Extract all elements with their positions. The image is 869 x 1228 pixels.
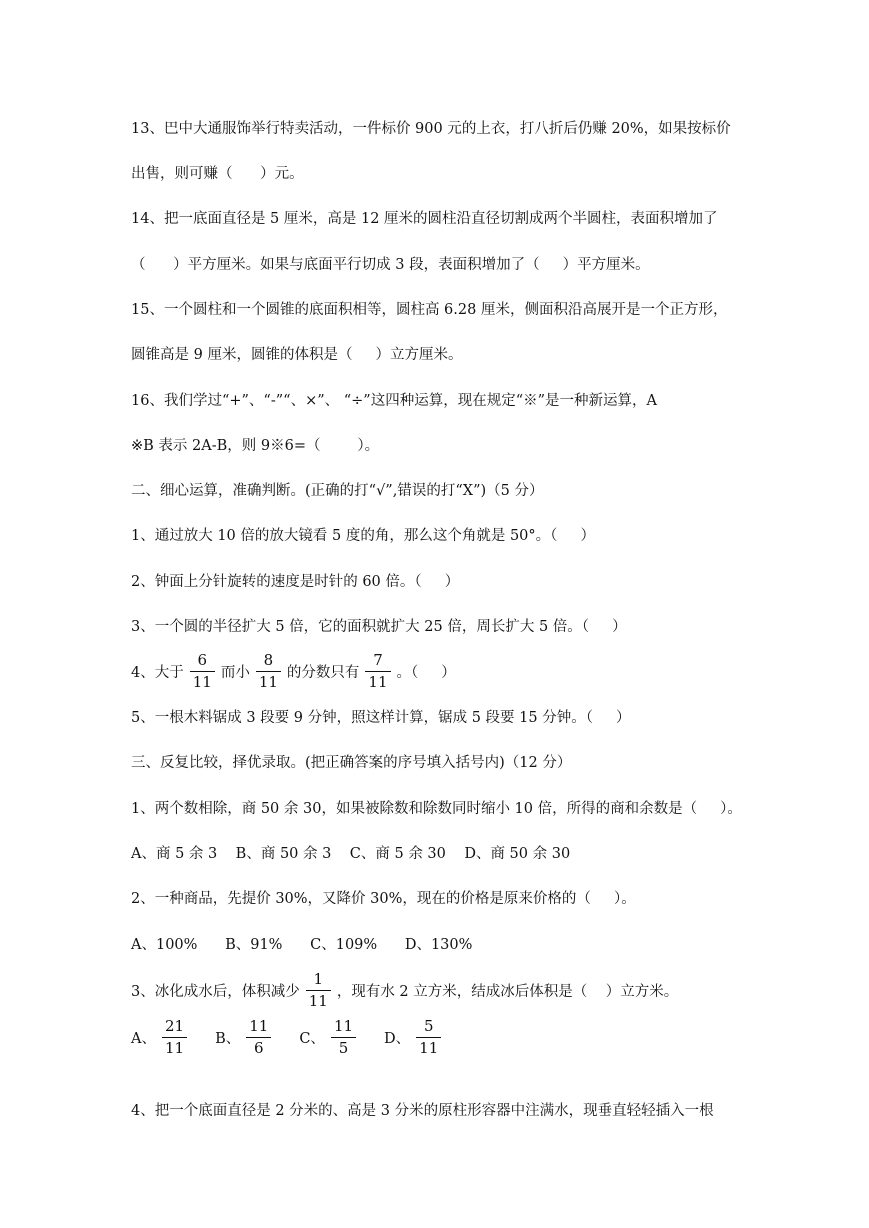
judge-q4-text1: 4、大于 [131, 665, 184, 681]
q15-line2: 圆锥高是 9 厘米，圆锥的体积是（ ）立方厘米。 [131, 347, 463, 363]
judge-q3: 3、一个圆的半径扩大 5 倍，它的面积就扩大 25 倍，周长扩大 5 倍。（ ） [131, 619, 627, 635]
fraction-1-11 [306, 970, 331, 1011]
option-label: B、 [215, 1031, 241, 1047]
fraction-numerator: 8 [263, 651, 274, 669]
judge-q5: 5、一根木料锯成 3 段要 9 分钟，照这样计算，锯成 5 段要 15 分钟。（ ） [131, 710, 631, 726]
choice-q3-text2: ，现有水 2 立方米，结成冰后体积是（ ）立方米。 [336, 984, 679, 1000]
judge-q2: 2、钟面上分针旋转的速度是时针的 60 倍。（ ） [131, 574, 460, 590]
judge-q4-text3: 的分数只有 [286, 665, 360, 681]
option-fraction [416, 1017, 441, 1058]
choice-q1-options: A、商 5 余 3 B、商 50 余 3 C、商 5 余 30 D、商 50 余 30 [131, 846, 571, 862]
judge-q4-text2: 而小 [220, 665, 250, 681]
option-label: C、 [299, 1031, 325, 1047]
fraction-denominator: 11 [419, 1039, 439, 1057]
judge-q1: 1、通过放大 10 倍的放大镜看 5 度的角，那么这个角就是 50°。（ ） [131, 528, 595, 544]
fraction-numerator: 21 [164, 1017, 185, 1035]
fraction-denominator: 11 [164, 1039, 185, 1057]
option-fraction [246, 1017, 271, 1058]
fraction-numerator: 6 [197, 651, 208, 669]
q13-line1: 13、巴中大通服饰举行特卖活动，一件标价 900 元的上衣，打八折后仍赚 20%，如果按标价 [131, 121, 731, 137]
judge-q4 [131, 651, 456, 692]
fraction-denominator: 11 [308, 992, 328, 1010]
fraction-denominator: 11 [192, 673, 212, 691]
choice-q1: 1、两个数相除，商 50 余 30，如果被除数和除数同时缩小 10 倍，所得的商和余数是（ ）。 [131, 801, 742, 817]
choice-q3-options [131, 1017, 469, 1058]
fraction-numerator: 11 [333, 1017, 354, 1035]
fraction-8-11 [256, 651, 281, 692]
q15-line1: 15、一个圆柱和一个圆锥的底面积相等，圆柱高 6.28 厘米，侧面积沿高展开是一个正方形， [131, 302, 728, 318]
choice-q2: 2、一种商品，先提价 30%，又降价 30%，现在的价格是原来价格的（ ）。 [131, 891, 636, 907]
fraction-denominator: 11 [258, 673, 278, 691]
fraction-denominator: 6 [254, 1039, 264, 1057]
choice-q4-line1: 4、把一个底面直径是 2 分米的、高是 3 分米的原柱形容器中注满水，现垂直轻轻插入一根 [131, 1103, 714, 1119]
judge-q4-text4: 。（ ） [396, 665, 456, 681]
fraction-numerator: 11 [249, 1017, 269, 1035]
fraction-numerator: 7 [373, 651, 383, 669]
q16-line2: ※B 表示 2A-B，则 9※6=（ ）。 [131, 438, 380, 454]
q14-line1: 14、把一底面直径是 5 厘米，高是 12 厘米的圆柱沿直径切割成两个半圆柱，表面积增加了 [131, 211, 718, 227]
fraction-denominator: 5 [338, 1039, 349, 1057]
section2-heading: 二、细心运算，准确判断。(正确的打“√”,错误的打“X”)（5 分） [131, 483, 544, 499]
option-c [299, 1017, 362, 1058]
option-label: D、 [384, 1031, 411, 1047]
option-b [215, 1017, 277, 1058]
choice-q2-options: A、100% B、91% C、109% D、130% [131, 937, 473, 953]
option-label: A、 [131, 1031, 156, 1047]
option-a [131, 1017, 193, 1058]
q16-line1: 16、我们学过“+”、“-”“、×”、 “÷”这四种运算，现在规定“※”是一种新运算，A [131, 393, 658, 409]
fraction-denominator: 11 [368, 673, 388, 691]
choice-q3-text1: 3、冰化成水后，体积减少 [131, 984, 300, 1000]
section3-heading: 三、反复比较，择优录取。(把正确答案的序号填入括号内)（12 分） [131, 755, 572, 771]
option-fraction [162, 1017, 187, 1058]
choice-q3 [131, 970, 678, 1011]
fraction-numerator: 1 [313, 970, 324, 988]
q13-line2: 出售，则可赚（ ）元。 [131, 166, 304, 182]
option-fraction [331, 1017, 356, 1058]
fraction-numerator: 5 [423, 1017, 434, 1035]
fraction-7-11 [365, 651, 390, 692]
fraction-6-11 [190, 651, 215, 692]
q14-line2: （ ）平方厘米。如果与底面平行切成 3 段，表面积增加了（ ）平方厘米。 [131, 257, 650, 273]
option-d [384, 1017, 447, 1058]
